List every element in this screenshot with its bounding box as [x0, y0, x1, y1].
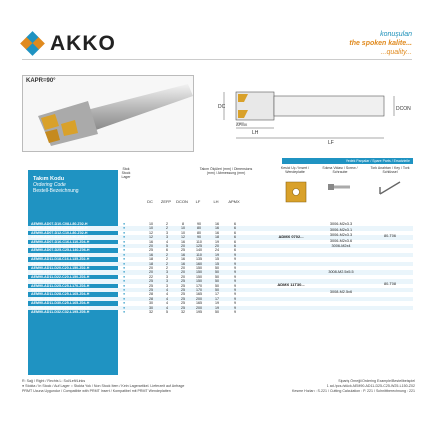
cell-zefp: 3 [166, 283, 168, 288]
cell-lf: 165 [196, 292, 202, 297]
ordering-code: AEM90-AD11-D25-C25-L170-Z03-H [31, 283, 90, 288]
cell-lf: 150 [196, 266, 202, 270]
cell-dc: 18 [149, 261, 153, 266]
cell-apmx: 6 [234, 244, 236, 248]
cell-zefp: 3 [166, 270, 168, 275]
header-divider [22, 59, 412, 60]
cell-zefp: 4 [166, 239, 168, 244]
cell-apmx: 6 [234, 248, 236, 253]
ordering-code: AEM90-AD11-D28-C25-L200-Z04-H [31, 296, 90, 301]
key-header: Tork Anahtarı / Key / Tork Schlüssel [370, 166, 410, 174]
column-header-dc: DC [147, 199, 153, 204]
cell-lh: 18 [215, 235, 219, 240]
stock-dot-icon: ● [123, 252, 126, 257]
stock-dot-icon: ● [123, 230, 126, 235]
dim-dcon: DCON [396, 106, 411, 112]
screw-header: Sıkma Vidası / Screw / Schraube [322, 166, 358, 174]
stock-dot-icon: ● [123, 244, 126, 248]
cell-lf: 200 [196, 305, 202, 310]
cell-zefp: 2 [166, 257, 168, 262]
stock-dot-icon: ● [123, 235, 126, 240]
ordering-code: AEM90-AD11-D20-C20-L150-Z03-H [31, 270, 90, 275]
cell-dc: 28 [149, 292, 153, 297]
cell-lf: 80 [197, 226, 201, 231]
cell-apmx: 9 [234, 261, 236, 266]
screw-code: 3006-M2x3.3 [329, 233, 353, 237]
cell-dcon: 20 [181, 244, 185, 248]
cell-dcon: 20 [181, 266, 185, 270]
stock-dot-icon: ● [123, 292, 126, 297]
cell-dc: 32 [149, 310, 153, 314]
cell-apmx: 9 [234, 279, 236, 284]
cell-lf: 90 [197, 235, 201, 240]
cell-apmx: 9 [234, 296, 236, 301]
ordering-code: AEM90-AD11-D22-C20-L150-Z03-H [31, 274, 90, 279]
cell-dc: 25 [149, 279, 153, 284]
ordering-code: AEM90-AD07-D20-C20-L125-Z05-H [31, 244, 90, 248]
cell-lf: 170 [196, 288, 202, 292]
column-header-lh: LH [213, 199, 219, 204]
stock-dot-icon: ● [123, 266, 126, 270]
cell-zefp: 4 [166, 292, 168, 297]
milling-cutter-illustration [23, 76, 193, 151]
cell-apmx: 6 [234, 235, 236, 240]
stock-dot-icon: ● [123, 222, 126, 226]
cell-dc: 16 [149, 239, 153, 244]
ordering-code: AEM90-AD11-D30-C25-L200-Z04-H [31, 305, 90, 310]
kapr-label: KAPR=90° [26, 78, 56, 84]
cell-lh: 50 [215, 310, 219, 314]
slogan-line-2: the spoken kalite... [349, 40, 412, 47]
cell-lh: 50 [215, 288, 219, 292]
key-icon [376, 178, 404, 198]
cell-dc: 28 [149, 296, 153, 301]
dim-lf: LF [328, 140, 334, 146]
cell-dcon: 25 [181, 292, 185, 297]
slogan-line-3: ...quality... [380, 49, 412, 56]
insert-header: Kesici Uç / Insert / Wendeplatte [280, 166, 310, 174]
column-header-zefp: ZEFP [160, 199, 172, 204]
key-code: 80-T08 [383, 282, 397, 287]
footer-ordering-example: Sipariş Örneği/Ordering Example/Bestellbeispiel 1 ad./pcs./stück AEM90-AD11-D25-C25-W25-L150-Z02 Kesme Hızları : S.221 / Cutting Calculation : P. 221 / Schnittberechnung : 221 [292, 379, 415, 393]
cell-dc: 20 [149, 266, 153, 270]
screw-code: 3006-M2x3.3 [329, 222, 353, 226]
cell-lh: 15 [215, 261, 219, 266]
cell-dc: 18 [149, 257, 153, 262]
cell-apmx: 9 [234, 301, 236, 306]
footer-legend: R: Sağ / Right / Rechts L: Sol/Left/Links ● Stokta / In Stock / Auf Lager ○ Stokta Yok / Non Stock Item / Kein Lagerartikel. Lieferzeit auf Anfrage PRMT Ucuna Uygundur / Compatible with PRMT Insert / Kompatibel mit PRMT Wendeplatten [22, 379, 185, 393]
screw-code: 3008-M2.5x6 [329, 289, 353, 294]
cell-lh: 50 [215, 266, 219, 270]
cell-dcon: 16 [181, 252, 185, 257]
cell-dc: 25 [149, 248, 153, 253]
ordering-code: AEM90-AD11-D18-C16-L160-Z02-H [31, 261, 90, 266]
cell-zefp: 5 [166, 244, 168, 248]
stock-dot-icon: ● [123, 248, 126, 253]
cell-zefp: 2 [166, 226, 168, 231]
cell-apmx: 9 [234, 292, 236, 297]
cell-zefp: 2 [166, 222, 168, 226]
cell-lh: 17 [215, 292, 219, 297]
stock-header: Stok Stock Lager [121, 167, 131, 179]
cell-lh: 19 [215, 301, 219, 306]
stock-dot-icon: ● [123, 288, 126, 292]
ordering-code: AEM90-AD07-D12-C12-L90-Z03-H [31, 235, 88, 240]
cell-dcon: 12 [181, 235, 185, 240]
dim-apmx: APMX [236, 122, 248, 127]
cell-lh: 17 [215, 296, 219, 301]
ordering-code: AEM90-AD11-D18-C16-L135-Z02-H [31, 257, 90, 262]
cell-dcon: 25 [181, 248, 185, 253]
ordering-code: AEM90-AD07-D25-C25-L140-Z06-H [31, 248, 90, 253]
cell-lh: 50 [215, 274, 219, 279]
cell-dc: 20 [149, 270, 153, 275]
cell-lf: 150 [196, 270, 202, 275]
stock-dot-icon: ● [123, 257, 126, 262]
column-header-apmx: APMX [228, 199, 240, 204]
stock-dot-icon: ● [123, 261, 126, 266]
spare-parts-header: Yedek Parçalar / Spare Parts / Ersatzteile [282, 158, 413, 164]
cell-lf: 150 [196, 279, 202, 284]
cell-dc: 30 [149, 305, 153, 310]
stock-dot-icon: ● [123, 283, 126, 288]
cell-apmx: 9 [234, 310, 236, 314]
cell-lf: 125 [196, 244, 202, 248]
cell-lh: 24 [215, 248, 219, 253]
cell-zefp: 3 [166, 279, 168, 284]
screw-code: 3006-M2x4 [331, 244, 351, 248]
cell-zefp: 2 [166, 261, 168, 266]
cell-zefp: 4 [166, 305, 168, 310]
cell-dc: 12 [149, 235, 153, 240]
brand-logo [22, 33, 116, 55]
stock-dot-icon: ● [123, 279, 126, 284]
cell-dc: 12 [149, 230, 153, 235]
cell-dcon: 32 [181, 310, 185, 314]
stock-dot-icon: ● [123, 296, 126, 301]
screw-code: 3006-M2x3.6 [329, 238, 353, 243]
stock-dot-icon: ● [123, 226, 126, 231]
cell-lh: 19 [215, 252, 219, 257]
cell-dcon: 16 [181, 239, 185, 244]
cell-zefp: 3 [166, 274, 168, 279]
cell-zefp: 2 [166, 266, 168, 270]
dim-lh: LH [252, 130, 259, 136]
cell-apmx: 9 [234, 305, 236, 310]
ordering-code: AEM90-AD11-D16-C16-L110-Z02-H [31, 252, 90, 257]
slogan [349, 30, 412, 57]
cell-apmx: 9 [234, 266, 236, 270]
cell-dc: 20 [149, 244, 153, 248]
cell-lf: 195 [196, 310, 202, 314]
stock-dot-icon: ● [123, 239, 126, 244]
stock-dot-icon: ● [123, 310, 126, 314]
cell-lf: 165 [196, 301, 202, 306]
cell-dcon: 16 [181, 257, 185, 262]
cell-lf: 80 [197, 230, 201, 235]
column-header-lf: LF [195, 199, 201, 204]
cell-zefp: 4 [166, 288, 168, 292]
ordering-code: AEM90-AD07-D10-C10-L80-Z02-H [31, 226, 88, 231]
dimension-drawing [218, 76, 414, 146]
insert-name: ADMX 11T30... [277, 282, 305, 288]
cell-apmx: 6 [234, 239, 236, 244]
cell-dcon: 25 [181, 288, 185, 292]
cell-lh: 50 [215, 270, 219, 275]
stock-dot-icon: ● [123, 305, 126, 310]
cell-lf: 160 [196, 261, 202, 266]
cell-apmx: 9 [234, 252, 236, 257]
cell-zefp: 3 [166, 235, 168, 240]
cell-apmx: 9 [234, 288, 236, 292]
tool-photo [22, 75, 194, 152]
cell-dcon: 20 [181, 274, 185, 279]
cell-lh: 15 [215, 257, 219, 262]
cell-dc: 16 [149, 252, 153, 257]
cell-dc: 10 [149, 226, 153, 231]
ordering-code: AEM90-AD07-D12-C10-L80-Z02-H [31, 230, 88, 235]
cell-lh: 16 [215, 230, 219, 235]
cell-dcon: 10 [181, 230, 185, 235]
cell-zefp: 3 [166, 230, 168, 235]
screw-icon [326, 181, 352, 193]
cell-lf: 150 [196, 274, 202, 279]
cell-lf: 135 [196, 257, 202, 262]
stock-dot-icon: ● [123, 274, 126, 279]
cell-dcon: 25 [181, 279, 185, 284]
cell-apmx: 6 [234, 226, 236, 231]
cell-lf: 140 [196, 248, 202, 253]
cell-dcon: 25 [181, 305, 185, 310]
cell-lh: 50 [215, 279, 219, 284]
cell-zefp: 6 [166, 248, 168, 253]
ordering-code: AEM90-AD11-D28-C25-L165-Z04-H [31, 292, 90, 297]
cell-dcon: 25 [181, 301, 185, 306]
cell-lh: 16 [215, 222, 219, 226]
stock-dot-icon: ● [123, 270, 126, 275]
cell-apmx: 6 [234, 222, 236, 226]
cell-dc: 10 [149, 222, 153, 226]
ordering-code: AEM90-AD07-D16-C16-L110-Z04-H [31, 239, 90, 244]
insert-icon [282, 180, 310, 204]
key-code: 80-T06 [383, 234, 397, 239]
cell-zefp: 2 [166, 252, 168, 257]
column-header-dcon: DCON [176, 199, 188, 204]
dimensions-header: Takım Ölçüleri (mm) / Dimensions (mm) / Abmessung (mm) [199, 167, 253, 175]
cell-lf: 200 [196, 296, 202, 301]
cell-dcon: 25 [181, 296, 185, 301]
cell-apmx: 6 [234, 230, 236, 235]
akko-logo-icon [22, 33, 44, 55]
cell-apmx: 9 [234, 283, 236, 288]
cell-dcon: 16 [181, 261, 185, 266]
cell-apmx: 9 [234, 257, 236, 262]
stock-dot-icon: ● [123, 301, 126, 306]
ordering-code: AEM90-AD07-D10-C08-L80-Z02-H [31, 222, 88, 226]
cell-dc: 25 [149, 288, 153, 292]
cell-lh: 20 [215, 244, 219, 248]
ordering-code-title: Takım Kodu Ordering Code Bestell-Bezeichnung [33, 176, 79, 194]
technical-drawing [218, 76, 414, 146]
screw-code: 3008-M2.5x5.5 [328, 269, 354, 274]
cell-lf: 170 [196, 283, 202, 288]
cell-zefp: 4 [166, 296, 168, 301]
cell-dcon: 25 [181, 283, 185, 288]
cell-lf: 110 [196, 252, 202, 257]
screw-code: 3006-M2x3.1 [329, 227, 353, 232]
cell-dcon: 10 [181, 226, 185, 231]
cell-zefp: 5 [166, 310, 168, 314]
cell-lf: 90 [197, 222, 201, 226]
cell-apmx: 9 [234, 270, 236, 275]
ordering-code: AEM90-AD11-D30-C25-L165-Z04-H [31, 301, 90, 306]
cell-lh: 19 [215, 239, 219, 244]
cell-zefp: 4 [166, 301, 168, 306]
ordering-code: AEM90-AD11-D20-C20-L150-Z02-H [31, 266, 90, 270]
cell-lh: 19 [215, 305, 219, 310]
cell-lf: 110 [196, 239, 202, 244]
insert-name: ADMX 0702... [278, 234, 304, 240]
cell-apmx: 9 [234, 274, 236, 279]
cell-dcon: 8 [182, 222, 184, 226]
ordering-code: AEM90-AD11-D32-C32-L195-Z05-H [31, 310, 90, 314]
cell-dc: 22 [149, 274, 153, 279]
ordering-code: AEM90-AD11-D25-C25-L170-Z04-H [31, 288, 90, 292]
dim-dc: DC [218, 104, 226, 110]
slogan-line-1: konuşulan [380, 31, 412, 38]
cell-dcon: 20 [181, 270, 185, 275]
brand-name: AKKO [50, 32, 116, 55]
cell-dc: 25 [149, 283, 153, 288]
cell-dc: 30 [149, 301, 153, 306]
cell-lh: 16 [215, 226, 219, 231]
table-row [28, 310, 413, 314]
cell-lh: 50 [215, 283, 219, 288]
ordering-code: AEM90-AD11-D25-C25-L150-Z03-H [31, 279, 90, 284]
